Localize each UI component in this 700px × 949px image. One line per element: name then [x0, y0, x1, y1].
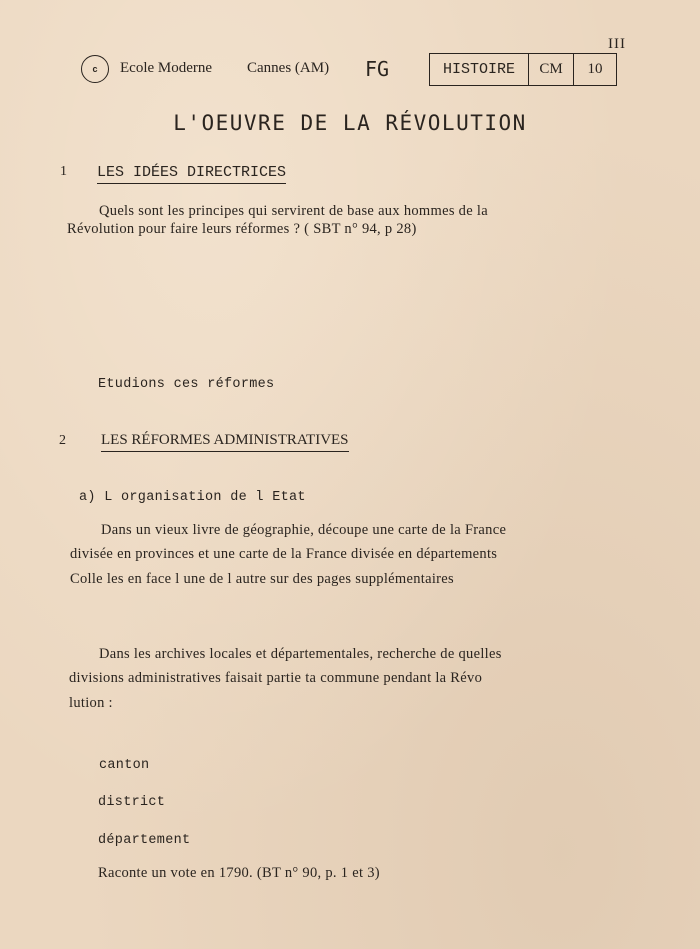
copyright-logo-icon [81, 55, 109, 83]
list-item-departement: département [98, 833, 191, 848]
section-2-vote-prompt: Raconte un vote en 1790. (BT n° 90, p. 1 et 3) [98, 865, 380, 881]
section-2-heading: LES RÉFORMES ADMINISTRATIVES [101, 432, 349, 452]
section-2-paragraph-2-line-3: lution : [69, 695, 113, 711]
school-city: Cannes (AM) [247, 60, 330, 76]
section-1-prompt: Etudions ces réformes [98, 377, 275, 392]
sheet-number-cell: 10 [587, 61, 603, 77]
section-1-heading: LES IDÉES DIRECTRICES [97, 164, 286, 184]
section-2-paragraph-1-line-2: divisée en provinces et une carte de la France divisée en départements [70, 546, 498, 562]
section-2-paragraph-1-line-3: Colle les en face l une de l autre sur des pages supplémentaires [70, 571, 454, 587]
section-1-number: 1 [60, 164, 67, 179]
page-number: III [608, 36, 626, 52]
subject-cell: HISTOIRE [430, 54, 529, 85]
list-item-canton: canton [99, 758, 150, 773]
section-2-paragraph-2-line-2: divisions administratives faisait partie ta commune pendant la Révo [69, 670, 483, 686]
section-1-question-line-2: Révolution pour faire leurs réformes ? ( SBT n° 94, p 28) [67, 221, 417, 237]
section-2-paragraph-2-line-1: Dans les archives locales et départementales, recherche de quelles [99, 646, 502, 662]
section-2-paragraph-1-line-1: Dans un vieux livre de géographie, découpe une carte de la France [101, 522, 507, 538]
list-item-district: district [98, 795, 166, 810]
header-classification-box [429, 53, 617, 86]
school-name: Ecole Moderne [120, 60, 213, 76]
section-1-question-line-1: Quels sont les principes qui servirent de base aux hommes de la [99, 203, 488, 219]
level-cell: CM [529, 54, 574, 85]
page-title: L'OEUVRE DE LA RÉVOLUTION [173, 111, 527, 135]
series-code: FG [365, 57, 390, 81]
section-2-subheading-a: a) L organisation de l Etat [79, 490, 306, 505]
section-2-number: 2 [59, 433, 66, 448]
logo-letter: c [92, 64, 98, 74]
